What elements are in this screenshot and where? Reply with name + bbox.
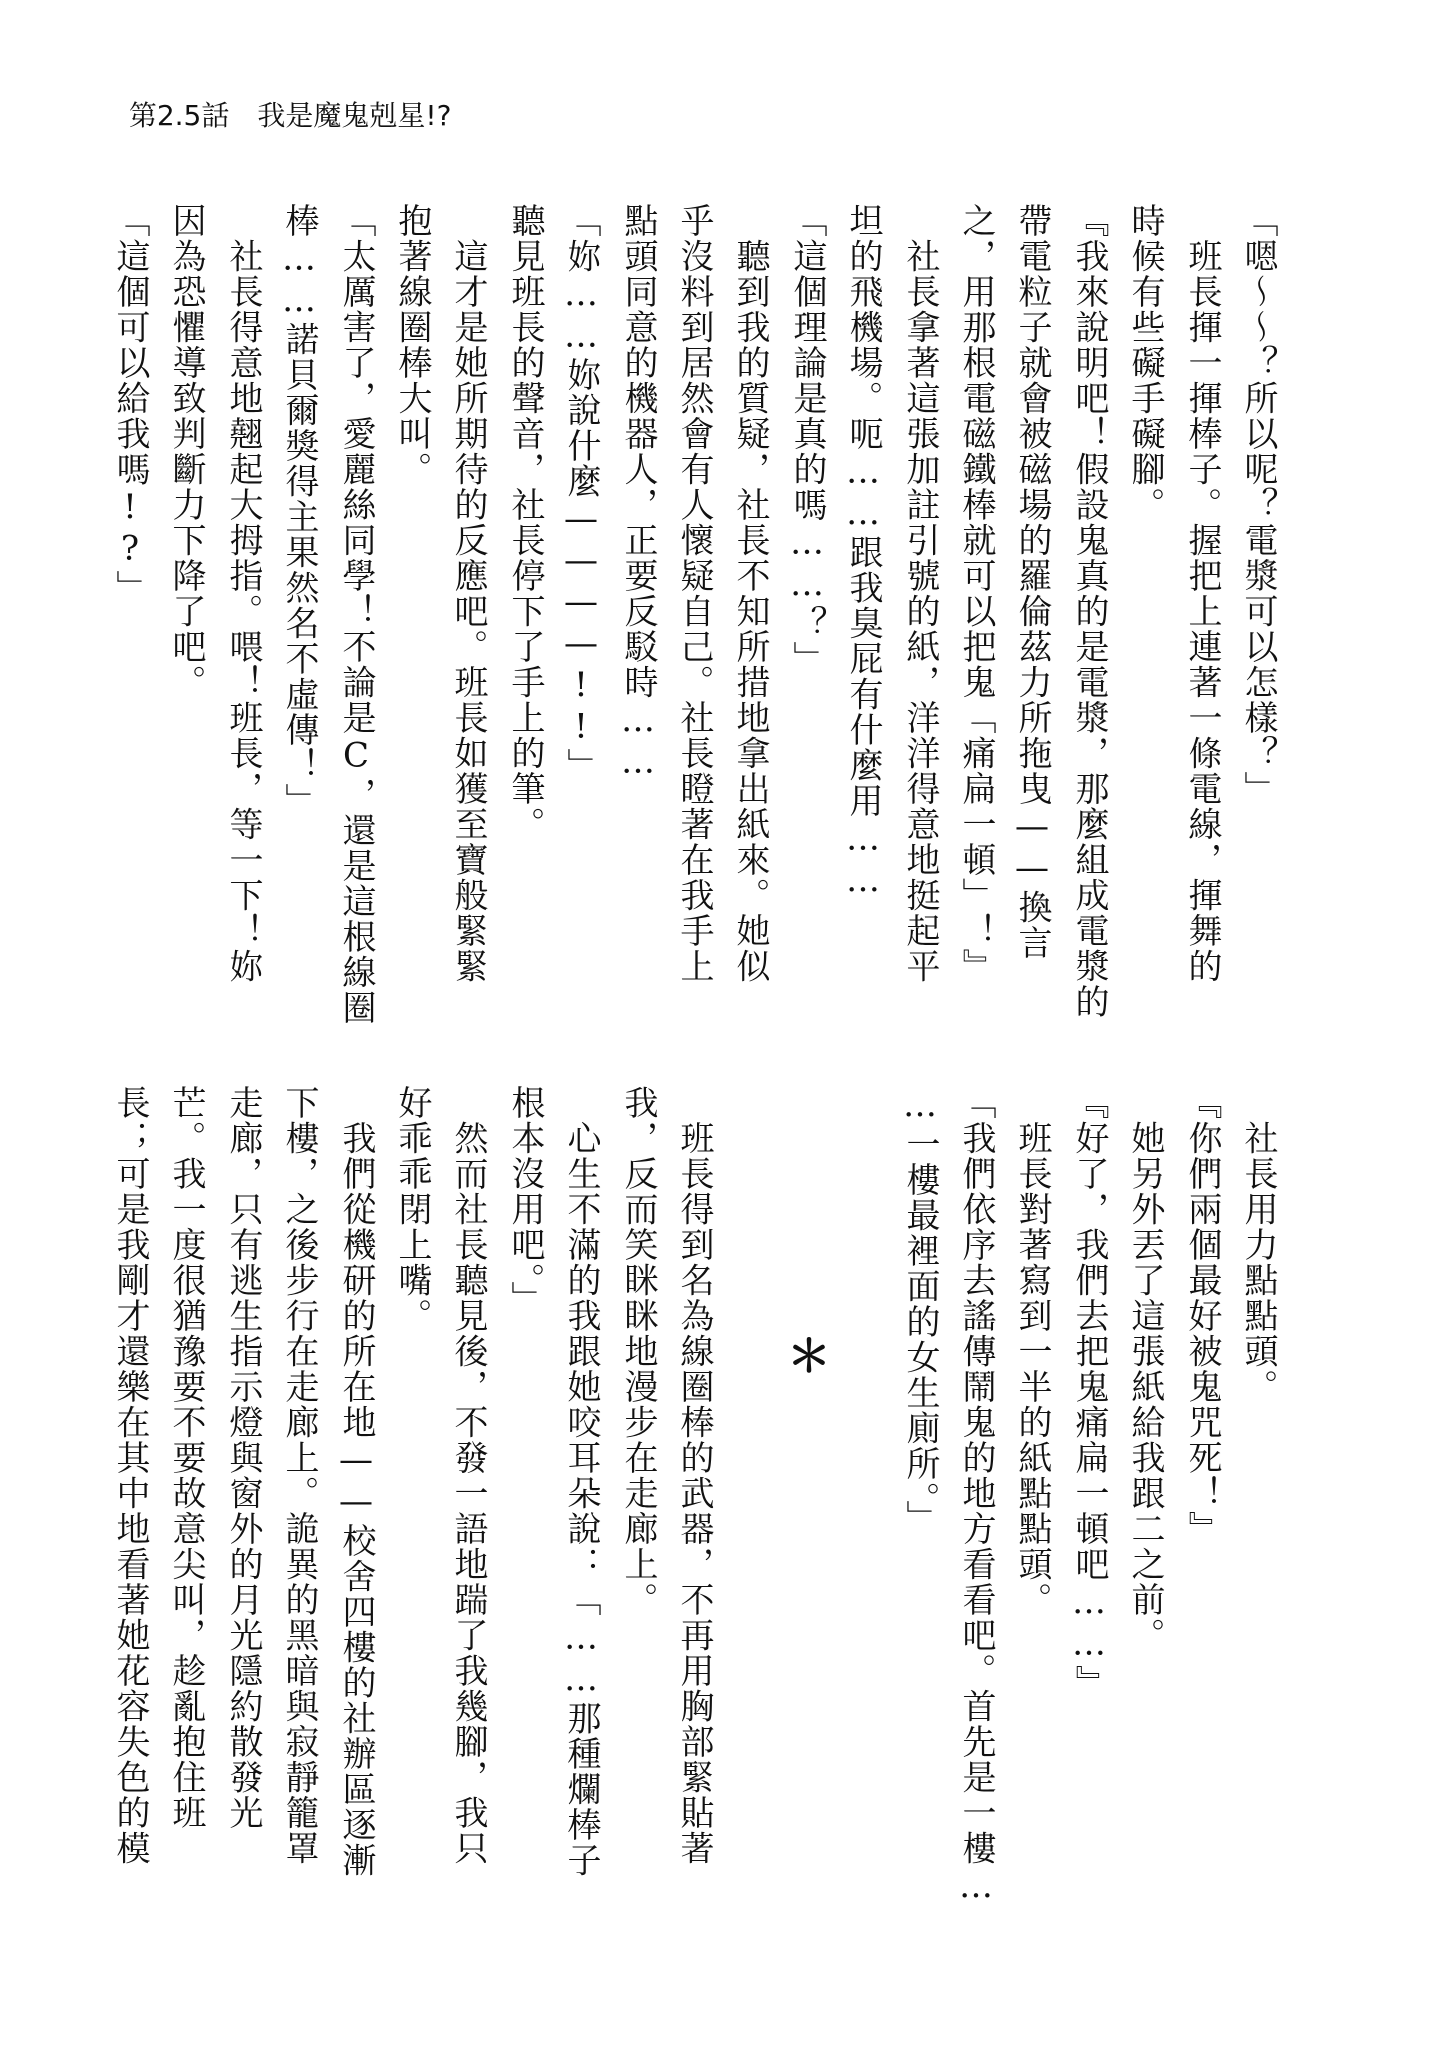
text-column: 下樓，之後步行在走廊上。詭異的黑暗與寂靜籠罩 [279, 1085, 319, 1866]
text-column: 我們從機研的所在地——校舍四樓的社辦區逐漸 [336, 1085, 376, 1878]
lower-text-block [0, 1085, 1440, 1908]
text-column: 『你們兩個最好被鬼咒死！』 [1182, 1085, 1222, 1547]
text-column: 長；可是我剛才還樂在其中地看著她花容失色的模 [110, 1085, 150, 1866]
text-column: …一樓最裡面的女生廁所。」 [900, 1085, 940, 1536]
chapter-header [111, 62, 451, 134]
text-column: 『我來說明吧！假設鬼真的是電漿，那麼組成電漿的 [1069, 203, 1109, 1020]
text-column: 「嗯～～？所以呢？電漿可以怎樣？」 [1238, 203, 1278, 807]
chapter-title: 我是魔鬼剋星!? [257, 99, 452, 132]
text-column: 我，反而笑眯眯地漫步在走廊上。 [618, 1085, 658, 1618]
text-column: 『好了，我們去把鬼痛扁一頓吧……』 [1069, 1085, 1109, 1701]
text-column: 「太厲害了，愛麗絲同學！不論是C，還是這根線圈 [336, 203, 376, 1026]
text-column: 然而社長聽見後，不發一語地踹了我幾腳，我只 [448, 1085, 488, 1866]
text-column: 帶電粒子就會被磁場的羅倫茲力所拖曳——換言 [1012, 203, 1052, 961]
text-column: 坦的飛機場。呃……跟我臭屁有什麼用…… [843, 203, 883, 902]
text-column: 班長得到名為線圈棒的武器，不再用胸部緊貼著 [674, 1085, 714, 1866]
text-column: 心生不滿的我跟她咬耳朵說：「……那種爛棒子 [561, 1085, 601, 1878]
text-column: 社長得意地翹起大拇指。喂！班長，等一下！妳 [223, 203, 263, 984]
text-column: 走廊，只有逃生指示燈與窗外的月光隱約散發光 [223, 1085, 263, 1831]
text-column: 之，用那根電磁鐵棒就可以把鬼「痛扁一頓」！』 [956, 203, 996, 984]
text-column: 棒……諾貝爾獎得主果然名不虛傳！」 [279, 203, 319, 819]
text-column: 班長對著寫到一半的紙點點頭。 [1012, 1085, 1052, 1618]
text-column: 「這個可以給我嗎!?」 [110, 203, 150, 606]
text-column: 因為恐懼導致判斷力下降了吧。 [166, 203, 206, 700]
text-column: 芒。我一度很猶豫要不要故意尖叫，趁亂抱住班 [166, 1085, 206, 1831]
text-column: 「我們依序去謠傳鬧鬼的地方看看吧。首先是一樓… [956, 1085, 996, 1908]
upper-text-block [0, 203, 1440, 1026]
text-column: 聽見班長的聲音，社長停下了手上的筆。 [505, 203, 545, 842]
text-column: 社長拿著這張加註引號的紙，洋洋得意地挺起平 [900, 203, 940, 984]
text-column: 「妳……妳說什麼————!!」 [561, 203, 601, 784]
text-column: 班長揮一揮棒子。握把上連著一條電線，揮舞的 [1182, 203, 1222, 984]
text-column: 抱著線圈棒大叫。 [392, 203, 432, 487]
text-column: 好乖乖閉上嘴。 [392, 1085, 432, 1334]
text-column: 她另外丟了這張紙給我跟二之前。 [1125, 1085, 1165, 1653]
chapter-number: 第2.5話 [128, 99, 230, 132]
text-column: 乎沒料到居然會有人懷疑自己。社長瞪著在我手上 [674, 203, 714, 984]
text-column: 點頭同意的機器人，正要反駁時…… [618, 203, 658, 783]
text-column: 這才是她所期待的反應吧。班長如獲至寶般緊緊 [448, 203, 488, 984]
text-column: 時候有些礙手礙腳。 [1125, 203, 1165, 523]
text-column: 「這個理論是真的嗎……？」 [787, 203, 827, 677]
header-separator [229, 99, 257, 132]
text-column: 社長用力點點頭。 [1238, 1085, 1278, 1405]
text-column: 根本沒用吧。」 [505, 1085, 545, 1317]
text-column: 聽到我的質疑，社長不知所措地拿出紙來。她似 [730, 203, 770, 984]
section-break-asterisk: ＊ [787, 1331, 831, 1382]
